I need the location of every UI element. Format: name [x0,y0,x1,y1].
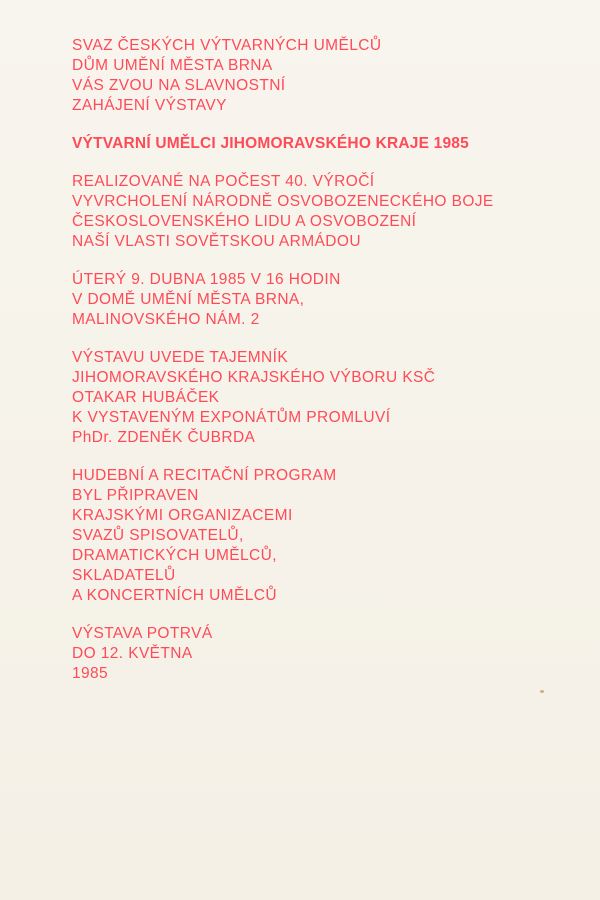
invitation-text [72,36,572,702]
program-line: HUDEBNÍ A RECITAČNÍ PROGRAM [72,467,337,484]
speakers-line: K VYSTAVENÝM EXPONÁTŮM PROMLUVÍ [72,409,391,426]
program-line: A KONCERTNÍCH UMĚLCŮ [72,587,277,604]
date-location-block [72,270,572,330]
program-block [72,466,572,606]
occasion-line: VYVRCHOLENÍ NÁRODNĚ OSVOBOZENECKÉHO BOJE [72,193,494,210]
duration-line: VÝSTAVA POTRVÁ [72,625,213,642]
occasion-line: REALIZOVANÉ NA POČEST 40. VÝROČÍ [72,173,375,190]
occasion-line: ČESKOSLOVENSKÉHO LIDU A OSVOBOZENÍ [72,213,417,230]
program-line: BYL PŘIPRAVEN [72,487,199,504]
date-location-line: MALINOVSKÉHO NÁM. 2 [72,311,260,328]
date-location-line: V DOMĚ UMĚNÍ MĚSTA BRNA, [72,291,305,308]
header-line: SVAZ ČESKÝCH VÝTVARNÝCH UMĚLCŮ [72,37,382,54]
speakers-line: PhDr. ZDENĚK ČUBRDA [72,429,256,446]
duration-block [72,624,572,684]
header-block [72,36,572,116]
header-line: DŮM UMĚNÍ MĚSTA BRNA [72,57,273,74]
speakers-block [72,348,572,448]
speakers-line: VÝSTAVU UVEDE TAJEMNÍK [72,349,289,366]
exhibition-title: VÝTVARNÍ UMĚLCI JIHOMORAVSKÉHO KRAJE 1985 [72,135,469,152]
date-location-line: ÚTERÝ 9. DUBNA 1985 V 16 HODIN [72,271,341,288]
speakers-line: OTAKAR HUBÁČEK [72,389,220,406]
duration-line: DO 12. KVĚTNA [72,645,193,662]
duration-line: 1985 [72,665,109,682]
occasion-block [72,172,572,252]
speakers-line: JIHOMORAVSKÉHO KRAJSKÉHO VÝBORU KSČ [72,369,436,386]
title-block [72,134,572,154]
program-line: KRAJSKÝMI ORGANIZACEMI [72,507,293,524]
header-line: VÁS ZVOU NA SLAVNOSTNÍ [72,77,286,94]
paper-speck [540,690,544,693]
program-line: SKLADATELŮ [72,567,176,584]
program-line: DRAMATICKÝCH UMĚLCŮ, [72,547,277,564]
occasion-line: NAŠÍ VLASTI SOVĚTSKOU ARMÁDOU [72,233,361,250]
header-line: ZAHÁJENÍ VÝSTAVY [72,97,227,114]
program-line: SVAZŮ SPISOVATELŮ, [72,527,244,544]
